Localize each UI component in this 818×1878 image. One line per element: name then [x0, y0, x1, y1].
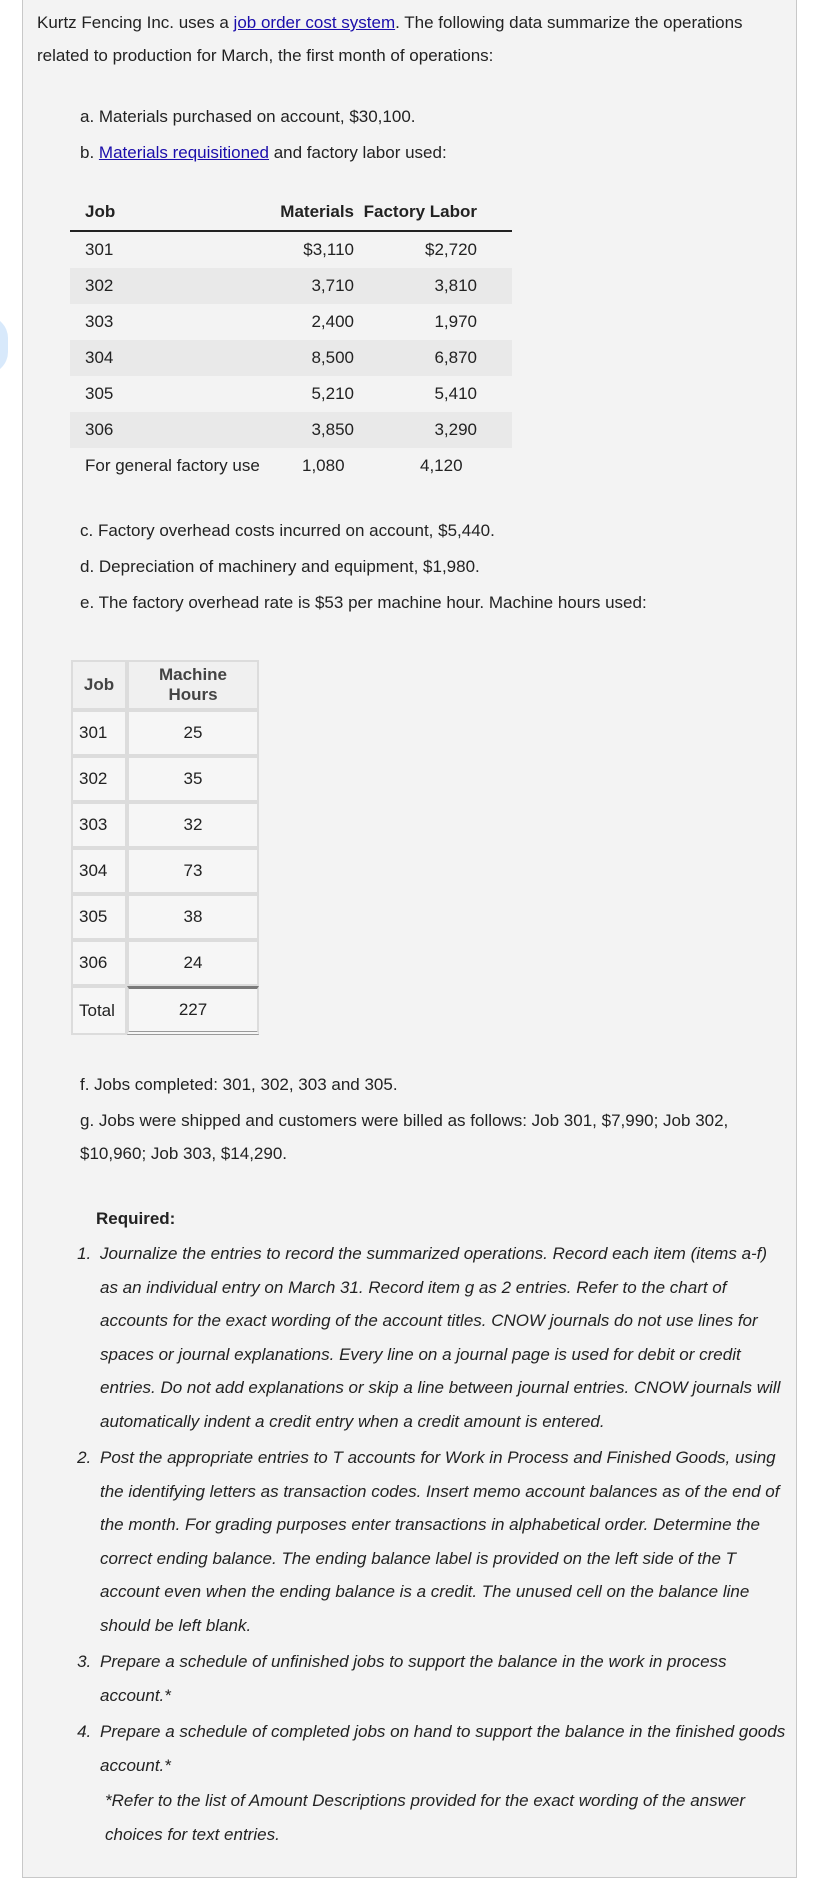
table-row [70, 304, 512, 340]
job-cell: 306 [85, 420, 114, 439]
table-row [71, 940, 259, 986]
header-materials: Materials [280, 202, 354, 221]
header-job: Job [71, 660, 127, 710]
general-label: For general factory use [85, 456, 260, 475]
table-row [70, 268, 512, 304]
machine-hours-table [71, 660, 259, 1035]
table-row [71, 802, 259, 848]
labor-cell: $2,720 [425, 240, 477, 259]
general-labor: 4,120 [420, 456, 463, 475]
labor-cell: 3,810 [434, 276, 477, 295]
item-b [80, 136, 447, 169]
job-cell: 302 [71, 756, 127, 802]
table-row [71, 848, 259, 894]
total-row [71, 986, 259, 1035]
labor-cell: 1,970 [434, 312, 477, 331]
item-e: e. The factory overhead rate is $53 per machine hour. Machine hours used: [80, 593, 647, 612]
job-cell: 305 [71, 894, 127, 940]
item-c: c. Factory overhead costs incurred on account, $5,440. [80, 521, 495, 540]
general-materials: 1,080 [302, 456, 345, 475]
materials-requisitioned-link[interactable]: Materials requisitioned [98, 143, 269, 162]
job-cell: 303 [71, 802, 127, 848]
job-cell: 304 [71, 848, 127, 894]
required-title: Required: [96, 1209, 176, 1228]
job-cell: 301 [71, 710, 127, 756]
item-g: g. Jobs were shipped and customers were billed as follows: Job 301, $7,990; Job 302, $10,960; Job 303, $14,290. [80, 1111, 729, 1163]
hours-cell: 24 [127, 940, 259, 986]
intro-text: Kurtz Fencing Inc. uses a [37, 13, 234, 32]
intro-paragraph [37, 6, 777, 72]
table-header [70, 196, 512, 232]
job-cell: 304 [85, 348, 114, 367]
table-row [71, 756, 259, 802]
table-header [71, 660, 259, 710]
labor-cell: 6,870 [434, 348, 477, 367]
materials-cell: 2,400 [311, 312, 354, 331]
hours-cell: 32 [127, 802, 259, 848]
materials-cell: 8,500 [311, 348, 354, 367]
table-row [70, 376, 512, 412]
required-list [70, 1237, 786, 1785]
job-cell: 303 [85, 312, 114, 331]
item-d: d. Depreciation of machinery and equipment, $1,980. [80, 557, 480, 576]
materials-cell: 5,210 [311, 384, 354, 403]
table-row [70, 232, 512, 268]
header-machine-hours: Machine Hours [127, 660, 259, 710]
labor-cell: 3,290 [434, 420, 477, 439]
required-item-3: 3. Prepare a schedule of unfinished jobs to support the balance in the work in process account.* [96, 1645, 786, 1712]
total-label: Total [71, 986, 127, 1035]
total-hours: 227 [127, 986, 259, 1035]
materials-cell: $3,110 [303, 240, 354, 259]
materials-cell: 3,850 [311, 420, 354, 439]
materials-labor-table [70, 196, 512, 484]
table-row [70, 412, 512, 448]
hours-cell: 25 [127, 710, 259, 756]
job-cell: 301 [85, 240, 114, 259]
job-cell: 306 [71, 940, 127, 986]
job-order-cost-system-link[interactable]: job order cost system [233, 13, 396, 32]
general-factory-use-row [70, 448, 512, 484]
header-factory-labor: Factory Labor [363, 202, 477, 221]
required-item-1: 1. Journalize the entries to record the summarized operations. Record each item (items a-f) as an individual entry on March 31. Record item g as 2 entries. Refer to the chart of accounts for the exact wording of the account titles. CNOW journals do not use lines for spaces or journal explanations. Every line on a journal page is used for debit or credit entries. Do not add explanations or skip a line between journal entries. CNOW journals will automatically indent a credit entry when a credit amount is entered. [96, 1237, 786, 1438]
materials-cell: 3,710 [311, 276, 354, 295]
required-item-2: 2. Post the appropriate entries to T accounts for Work in Process and Finished Goods, using the identifying letters as transaction codes. Insert memo account balances as of the end of the month. For grading purposes enter transactions in alphabetical order. Determine the correct ending balance. The ending balance label is provided on the left side of the T account even when the ending balance is a credit. The unused cell on the balance line should be left blank. [96, 1441, 786, 1642]
amount-descriptions-note: *Refer to the list of Amount Descriptions provided for the exact wording of the answer choices for text entries. [105, 1791, 746, 1844]
hours-cell: 35 [127, 756, 259, 802]
hours-cell: 73 [127, 848, 259, 894]
table-row [71, 710, 259, 756]
table-row [71, 894, 259, 940]
intro-text-end: . The following data summarize the operations related to production for March, the first month of operations: [37, 13, 743, 65]
side-tab[interactable] [0, 316, 8, 374]
hours-cell: 38 [127, 894, 259, 940]
table-row [70, 340, 512, 376]
item-f: f. Jobs completed: 301, 302, 303 and 305. [80, 1075, 398, 1094]
labor-cell: 5,410 [434, 384, 477, 403]
required-item-4: 4. Prepare a schedule of completed jobs on hand to support the balance in the finished goods account.* [96, 1715, 786, 1782]
item-b-text: and factory labor used: [269, 143, 447, 162]
item-a: a. Materials purchased on account, $30,100. [80, 107, 416, 126]
job-cell: 305 [85, 384, 114, 403]
job-cell: 302 [85, 276, 114, 295]
item-b-letter: b. [80, 143, 99, 162]
header-job: Job [85, 202, 116, 221]
